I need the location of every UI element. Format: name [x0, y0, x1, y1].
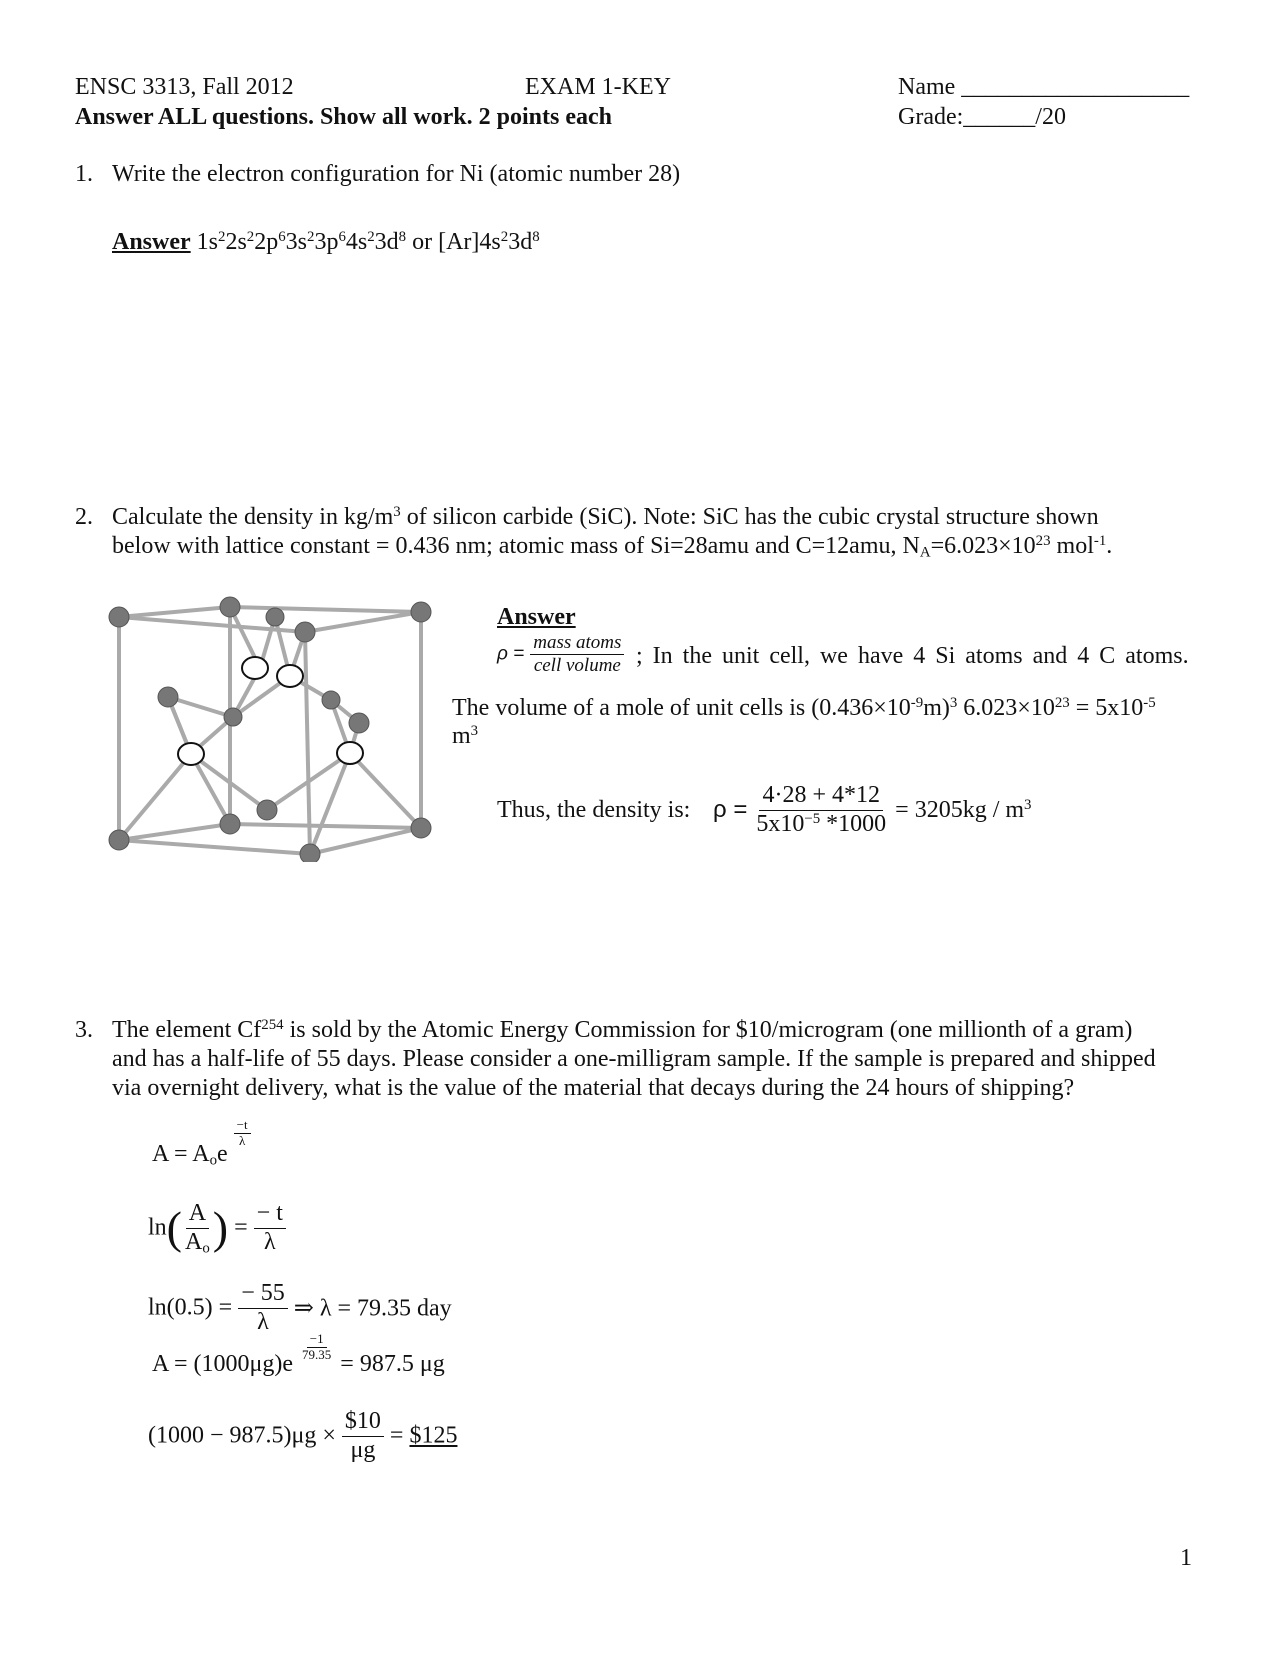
- q2-density-label: Thus, the density is:: [497, 797, 691, 823]
- q2-line1: Calculate the density in $kg/m^3$ of silicon carbide (SiC). Note: SiC has the cubic crystal structure shown: [112, 503, 1099, 530]
- sic-crystal-structure-figure: [105, 592, 435, 862]
- q2-rho-definition: ρ = $\frac{\text{mass atoms}}{\text{cell volume}}$: [497, 632, 624, 677]
- q2-unit-cell-text: ; In the unit cell, we have 4 Si atoms and 4 C atoms.: [636, 643, 1189, 669]
- q2-number: 2.: [75, 504, 93, 530]
- q3-eq2: ln( $\frac{A}{A_o}$ ) = $\frac{- t}{\lambda}$: [148, 1200, 286, 1256]
- q3-eq4: A = (1000μg)e $\frac{-1}{79.35}$ = 987.5 μg: [152, 1331, 445, 1377]
- q3-line2: and has a half-life of 55 days. Please consider a one-milligram sample. If the sample is prepared and shipped: [112, 1046, 1156, 1072]
- q3-eq5: (1000 − 987.5)μg × $\frac{\$10}{\mu g}$ = $125: [148, 1408, 458, 1463]
- q3-line3: via overnight delivery, what is the value of the material that decays during the 24 hours of shipping?: [112, 1075, 1075, 1101]
- q3-eq3: ln(0.5) = $\frac{- 55}{\lambda}$ ⇒ λ = 79.35 day: [148, 1280, 452, 1335]
- name-field[interactable]: Name ___________________: [898, 74, 1190, 100]
- q2-volume-text: The volume of a mole of unit cells is $(0.436\times 10^{-9}m)^3$ $6.023\times 10^{23} = 5x10^{-5}$: [452, 694, 1156, 721]
- q2-volume-unit: $m^3$: [452, 722, 479, 749]
- q1-answer-label: Answer: [112, 229, 191, 255]
- instructions: Answer ALL questions. Show all work. 2 points each: [75, 104, 612, 130]
- q3-eq1: $A = A_oe$ $\frac{-t}{\lambda}$: [152, 1140, 251, 1171]
- q2-line2: below with lattice constant = 0.436 nm; atomic mass of Si=28amu and C=12amu, $N_A=6.023\times 10^{23}$ mol$^{-1}$.: [112, 532, 1113, 561]
- q1-text: Write the electron configuration for Ni (atomic number 28): [112, 161, 681, 187]
- q2-answer-label: Answer: [497, 604, 576, 630]
- q1-number: 1.: [75, 161, 93, 187]
- q3-number: 3.: [75, 1017, 93, 1043]
- q3-final-answer: $125: [409, 1422, 458, 1449]
- q1-or: or: [412, 229, 433, 255]
- q3-line1: The element Cf$^{254}$ is sold by the Atomic Energy Commission for $10/microgram (one millionth of a gram): [112, 1016, 1133, 1043]
- grade-field[interactable]: Grade:______/20: [898, 104, 1066, 130]
- q1-answer: Answer $1s^22s^22p^63s^23p^64s^23d^8$ or $[Ar]4s^23d^8$: [112, 228, 540, 255]
- q2-density-equation: ρ = $\frac{4\cdot 28 + 4*12}{5x10^{-5} *1000}$ = $3205kg / m^3$: [713, 782, 1032, 837]
- page-number: 1: [1180, 1545, 1192, 1571]
- course-title: ENSC 3313, Fall 2012: [75, 74, 294, 100]
- exam-title: EXAM 1-KEY: [525, 74, 671, 100]
